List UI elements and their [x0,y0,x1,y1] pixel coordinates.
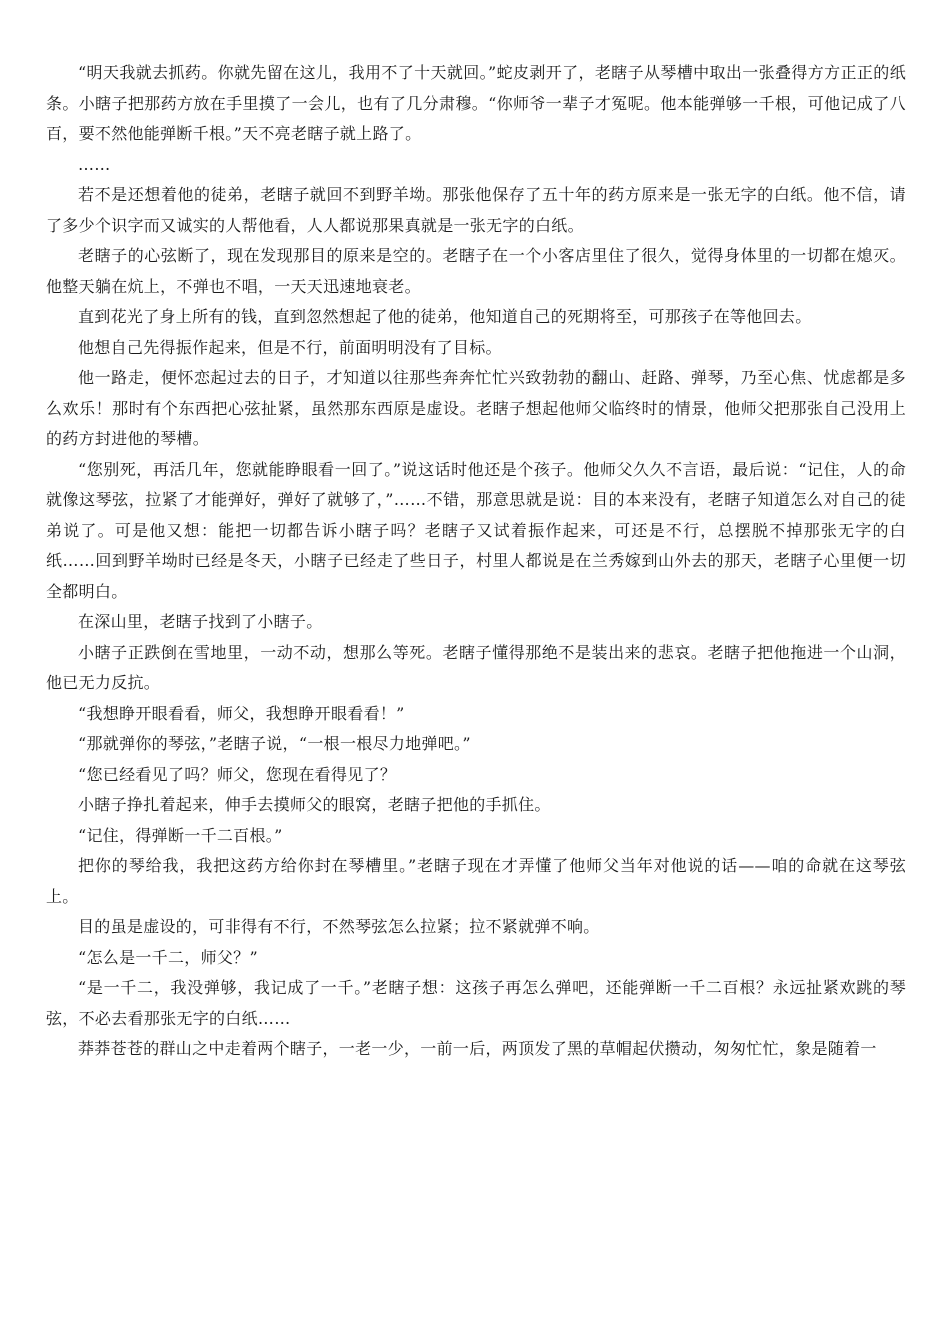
paragraph-10: 小瞎子正跌倒在雪地里，一动不动，想那么等死。老瞎子懂得那绝不是装出来的悲哀。老瞎子把他拖进一个山洞，他已无力反抗。 [46,642,906,692]
paragraph-13: “您已经看见了吗？师父，您现在看得见了？ [78,764,397,784]
paragraph-6: 他想自己先得振作起来，但是不行，前面明明没有了目标。 [78,337,502,357]
paragraph-19: “是一千二，我没弹够，我记成了一千。”老瞎子想：这孩子再怎么弹吧，还能弹断一千二百根？永远扯紧欢跳的琴弦，不必去看那张无字的白纸…… [46,978,906,1028]
paragraph-11: “我想睁开眼看看，师父，我想睁开眼看看！” [78,703,405,723]
paragraph-1: “明天我就去抓药。你就先留在这儿，我用不了十天就回。”蛇皮剥开了，老瞎子从琴槽中取出一张叠得方方正正的纸条。小瞎子把那药方放在手里摸了一会儿，也有了几分肃穆。“你师爷一辈子才冤呢。他本能弹够一千根，可他记成了八百，要不然他能弹断千根。”天不亮老瞎子就上路了。 [46,63,906,143]
paragraph-5: 直到花光了身上所有的钱，直到忽然想起了他的徒弟，他知道自己的死期将至，可那孩子在等他回去。 [78,307,812,326]
paragraph-7: 他一路走，便怀恋起过去的日子，才知道以往那些奔奔忙忙兴致勃勃的翻山、赶路、弹琴，乃至心焦、忧虑都是多么欢乐！那时有个东西把心弦扯紧，虽然那东西原是虚设。老瞎子想起他师父临终时的情景，他师父把那张自己没用上的药方封进他的琴槽。 [46,368,906,448]
paragraph-12: “那就弹你的琴弦，”老瞎子说，“一根一根尽力地弹吧。” [78,734,471,753]
paragraph-8: “您别死，再活几年，您就能睁眼看一回了。”说这话时他还是个孩子。他师父久久不言语，最后说：“记住，人的命就像这琴弦，拉紧了才能弹好，弹好了就够了，”……不错，那意思就是说：目的本来没有，老瞎子知道怎么对自己的徒弟说了。可是他又想：能把一切都告诉小瞎子吗？老瞎子又试着振作起来，可还是不行，总摆脱不掉那张无字的白纸……回到野羊坳时已经是冬天，小瞎子已经走了些日子，村里人都说是在兰秀嫁到山外去的那天，老瞎子心里便一切全都明白。 [46,459,906,601]
paragraph-16: 把你的琴给我，我把这药方给你封在琴槽里。”老瞎子现在才弄懂了他师父当年对他说的话——咱的命就在这琴弦上。 [46,856,906,906]
paragraph-3: 若不是还想着他的徒弟，老瞎子就回不到野羊坳。那张他保存了五十年的药方原来是一张无字的白纸。他不信，请了多少个识字而又诚实的人帮他看，人人都说那果真就是一张无字的白纸。 [46,185,906,235]
paragraph-18: “怎么是一千二，师父？” [78,947,258,967]
paragraph-9: 在深山里，老瞎子找到了小瞎子。 [78,612,323,631]
paragraph-ellipsis: …… [78,154,111,174]
paragraph-17: 目的虽是虚设的，可非得有不行，不然琴弦怎么拉紧；拉不紧就弹不响。 [78,917,600,936]
article-body [46,58,906,1065]
paragraph-20: 莽莽苍苍的群山之中走着两个瞎子，一老一少，一前一后，两顶发了黑的草帽起伏攒动，匆匆忙忙，象是随着一 [78,1039,877,1058]
paragraph-4: 老瞎子的心弦断了，现在发现那目的原来是空的。老瞎子在一个小客店里住了很久，觉得身体里的一切都在熄灭。他整天躺在炕上，不弹也不唱，一天天迅速地衰老。 [46,246,906,296]
paragraph-14: 小瞎子挣扎着起来，伸手去摸师父的眼窝，老瞎子把他的手抓住。 [78,795,551,814]
paragraph-15: “记住，得弹断一千二百根。” [78,825,283,845]
